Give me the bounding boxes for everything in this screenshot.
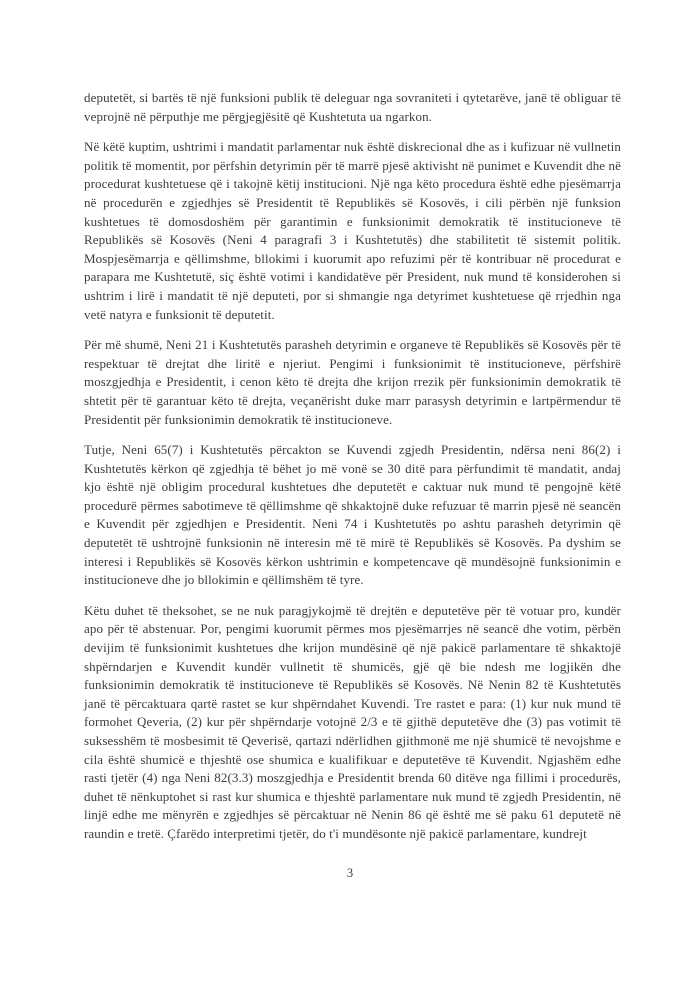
- paragraph: Për më shumë, Neni 21 i Kushtetutës parasheh detyrimin e organeve të Republikës së Kosovës për të respektuar të drejtat dhe liritë e njeriut. Pengimi i funksionimit të institucioneve, përfshirë moszgjedhja e Presidentit, i cenon këto të drejta dhe krijon rrezik për funksionimin demokratik të shtetit për të garantuar këto të drejta, veçanërisht duke marr parasysh detyrimin e lartpërmendur të Presidentit për funksionimin demokratik të institucioneve.: [84, 337, 621, 427]
- document-body: [84, 89, 621, 856]
- paragraph: Këtu duhet të theksohet, se ne nuk paragjykojmë të drejtën e deputetëve për të votuar pro, kundër apo për të abstenuar. Por, pengimi kuorumit përmes mos pjesëmarrjes në seancë dhe votim, përbën devijim të funksionimit kushtetues dhe krijon mundësinë që një pakicë parlamentare të shkaktojë shpërndarjen e Kuvendit kundër vullnetit të shumicës, gjë që bie ndesh me logjikën dhe funksionimin demokratik të institucioneve të Republikës së Kosovës. Në Nenin 82 të Kushtetutës janë të përcaktuara qartë rastet se kur shpërndahet Kuvendi. Tre rastet e para: (1) kur nuk mund të formohet Qeveria, (2) kur për shpërndarje votojnë 2/3 e të gjithë deputetëve dhe (3) pas votimit të suksesshëm të mosbesimit të Qeverisë, qartazi ndërlidhen gjithmonë me një shumicë të nevojshme e cila është shumicë e thjeshtë ose shumica e kualifikuar e deputetëve të Kuvendit. Ngjashëm edhe rasti tjetër (4) nga Neni 82(3.3) moszgjedhja e Presidentit brenda 60 ditëve nga fillimi i procedurës, duhet të nënkuptohet si rast kur shumica e thjeshtë parlamentare nuk mund të zgjedh Presidentin, në linjë edhe me mënyrën e zgjedhjes së përcaktuar në Nenin 86 që është me së paku 61 deputetë në raundin e tretë. Çfarëdo interpretimi tjetër, do t'i mundësonte një pakicë parlamentare, kundrejt: [84, 602, 621, 841]
- paragraph: Tutje, Neni 65(7) i Kushtetutës përcakton se Kuvendi zgjedh Presidentin, ndërsa neni 86(2) i Kushtetutës kërkon që zgjedhja të bëhet jo më vonë se 30 ditë para përfundimit të mandatit, andaj kjo është një obligim procedural kushtetues dhe deputetët e caktuar nuk mund të pengojnë këtë procedurë përmes sabotimeve të qëllimshme që shkaktojnë duke refuzuar të marrin pjesë në seancën e Kuvendit për zgjedhjen e Presidentit. Neni 74 i Kushtetutës po ashtu parasheh detyrimin që deputetët të ushtrojnë funksionin në interesin më të mirë të Republikës së Kosovës. Pa dyshim se interesi i Republikës së Kosovës kërkon ushtrimin e kompetencave që mundësojnë funksionimin e institucioneve dhe jo bllokimin e qëllimshëm të tyre.: [84, 442, 621, 588]
- paragraph-continuation: deputetët, si bartës të një funksioni publik të deleguar nga sovraniteti i qytetarëve, janë të obliguar të veprojnë në përputhje me përgjegjësitë që Kushtetuta ua ngarkon.: [84, 90, 621, 124]
- paragraph: Në këtë kuptim, ushtrimi i mandatit parlamentar nuk është diskrecional dhe as i kufizuar në vullnetin politik të momentit, por përfshin detyrimin për të marrë pjesë aktivisht në punimet e Kuvendit dhe në procedurat kushtetuese që i takojnë këtij institucioni. Një nga këto procedura është edhe pjesëmarrja në procedurën e zgjedhjes së Presidentit të Republikës së Kosovës, i cili përbën një funksion kushtetues të domosdoshëm për garantimin e funksionimit demokratik të institucioneve të Republikës së Kosovës (Neni 4 paragrafi 3 i Kushtetutës) dhe stabilitetit të sistemit politik. Mospjesëmarrja e qëllimshme, bllokimi i kuorumit apo refuzimi për të kontribuar në procedurat e parapara me Kushtetutë, siç është votimi i kandidatëve për President, nuk mund të konsiderohen si ushtrim i lirë i mandatit të një deputeti, por si shmangie nga detyrimet kushtetuese që rrjedhin nga vetë natyra e funksionit të deputetit.: [84, 139, 621, 322]
- page-number: 3: [346, 866, 354, 880]
